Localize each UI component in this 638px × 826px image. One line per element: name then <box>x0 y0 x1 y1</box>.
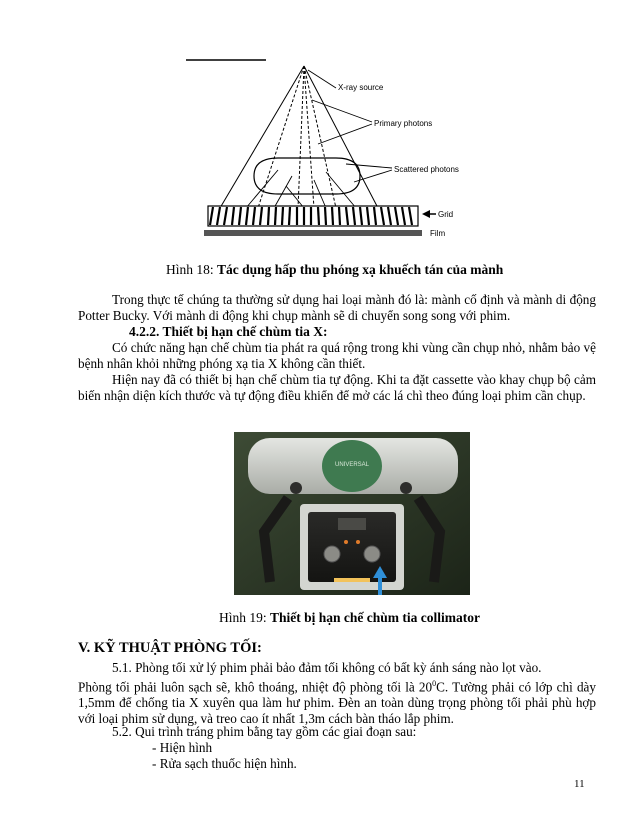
paragraph-5-1: 5.1. Phòng tối xử lý phim phải bảo đảm tối không có bất kỳ ánh sáng nào lọt vào. <box>112 660 542 675</box>
grid-diagram-svg <box>186 58 478 242</box>
paragraph-auto-collimator: Hiện nay đã có thiết bị hạn chế chùm tia tự động. Khi ta đặt cassette vào khay chụp bộ cảm biến nhận diện kích thước và tự động điều khiển để mở các lá chì theo đúng loại phim cần chụp. <box>78 372 596 403</box>
brand-label: UNIVERSAL <box>334 462 370 468</box>
scattered-rays <box>246 170 356 208</box>
label-xray-source: X-ray source <box>338 83 384 92</box>
paragraph-5-2: 5.2. Qui trình tráng phim bằng tay gồm các giai đoạn sau: <box>112 724 417 739</box>
paragraph-collimator-function: Có chức năng hạn chế chùm tia phát ra quá rộng trong khi vùng cần chụp nhỏ, nhằm bảo vệ bệnh nhân khỏi những phóng xạ tia X không cần thiết. <box>78 340 596 371</box>
scatter-body <box>254 158 360 194</box>
knob-left <box>324 546 340 562</box>
figure-18-diagram <box>186 58 478 242</box>
figure-19-caption <box>219 610 480 626</box>
list-item: - Hiện hình <box>152 740 213 755</box>
caption-19-prefix: Hình 19: <box>219 610 271 625</box>
figure-18-caption <box>166 262 503 278</box>
paragraph-5-1-detail: Phòng tối phải luôn sạch sẽ, khô thoáng, nhiệt độ phòng tối là $20^0C$. Tường phải có lớp chì dày 1,5mm để chống tia X xuyên qua làm hư phim. Đèn an toàn dùng trọng phòng tối phải phù hợp với loại phim sử dụng, và treo cao ít nhất 1,3m cách bàn tháo lắp phim. <box>78 679 596 727</box>
collimator-photo-svg <box>234 432 470 595</box>
paragraph-grid-types: Trong thực tế chúng ta thường sử dụng hai loại mành đó là: mành cố định và mành di động Potter Bucky. Với mành di động khi chụp mành sẽ di chuyển song song với phim. <box>78 292 596 323</box>
page-number: 11 <box>574 778 585 790</box>
caption-18-title: Tác dụng hấp thu phóng xạ khuếch tán của mành <box>217 262 504 277</box>
label-primary-photons: Primary photons <box>374 119 433 128</box>
caption-18-prefix: Hình 18: <box>166 262 218 277</box>
knob-right <box>364 546 380 562</box>
light-strip <box>334 578 370 582</box>
section-v-heading: V. KỸ THUẬT PHÒNG TỐI: <box>78 640 262 656</box>
section-4-2-2-heading: 4.2.2. Thiết bị hạn chế chùm tia X: <box>129 324 328 339</box>
figure-19-photo <box>234 432 470 595</box>
label-grid: Grid <box>438 210 454 219</box>
label-film: Film <box>430 229 446 238</box>
caption-19-title: Thiết bị hạn chế chùm tia collimator <box>270 610 481 625</box>
list-item: - Rửa sạch thuốc hiện hình. <box>152 756 297 771</box>
label-scattered-photons: Scattered photons <box>394 165 459 174</box>
film-strip <box>204 230 422 236</box>
grid-arrow-icon <box>422 210 430 218</box>
